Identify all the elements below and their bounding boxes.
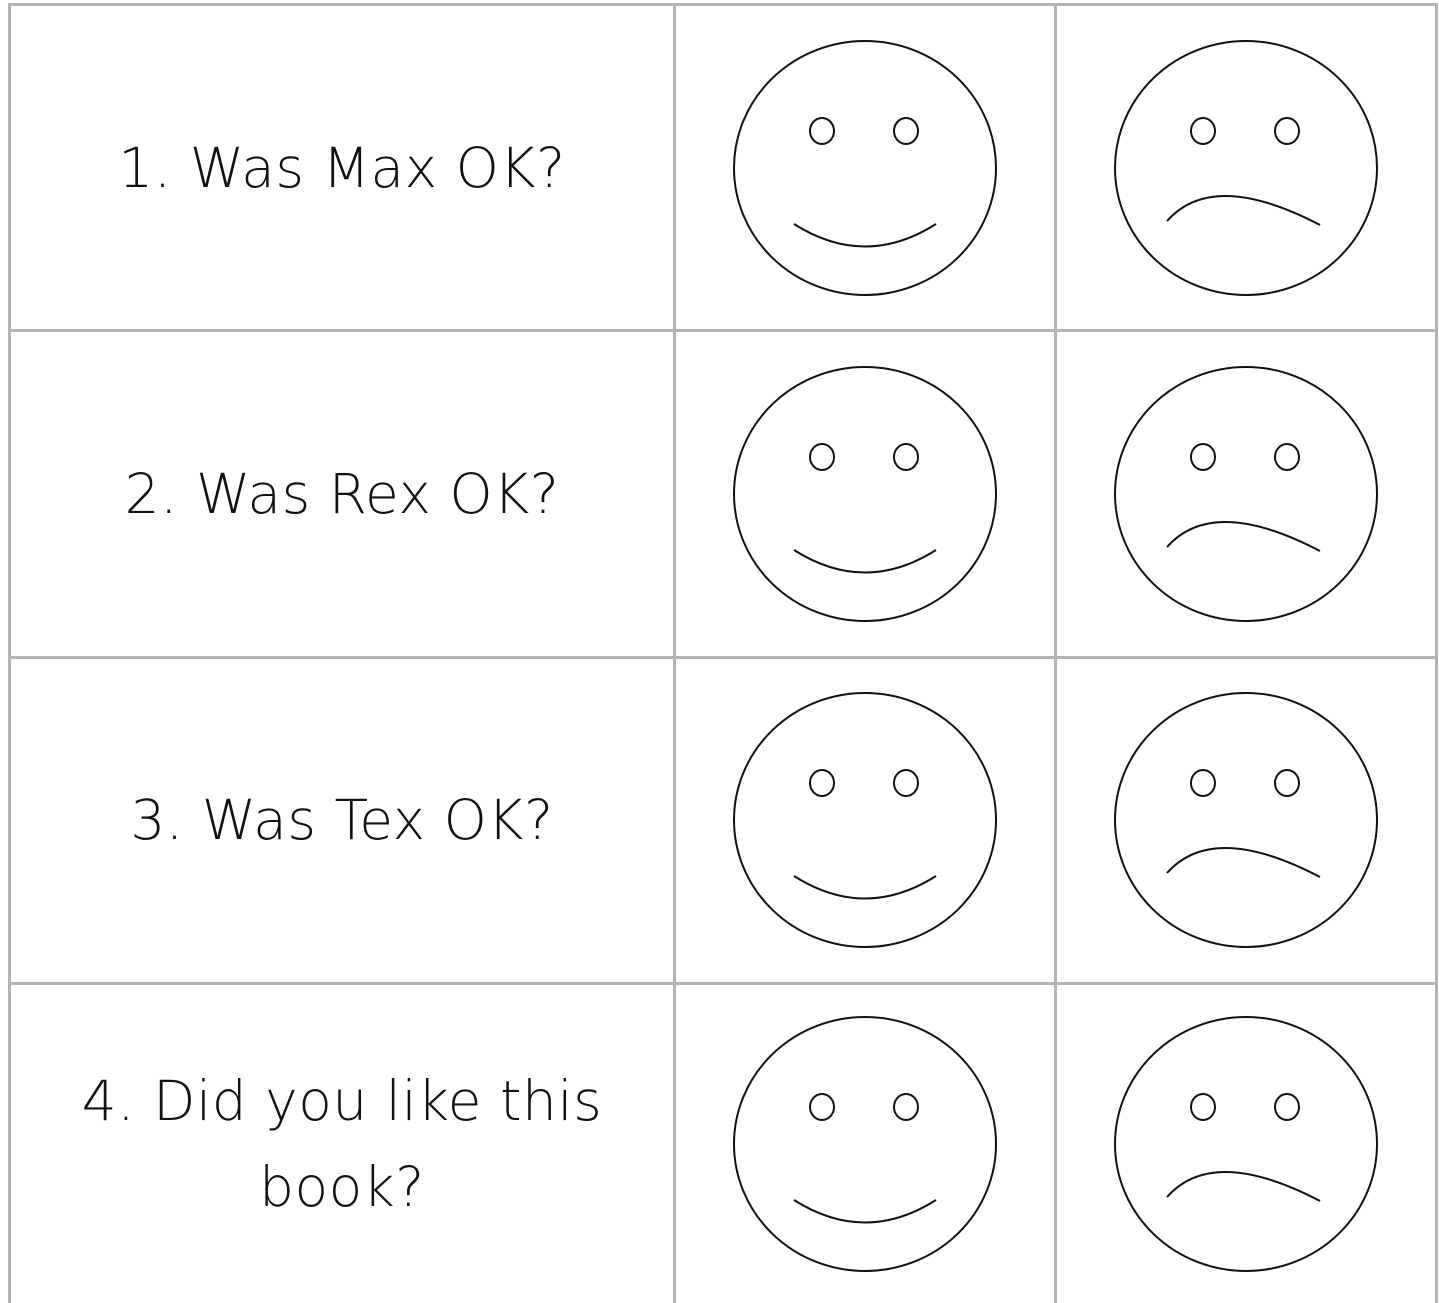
question-cell	[10, 5, 675, 331]
smiley-face-icon[interactable]	[732, 365, 998, 623]
question-row-2	[10, 331, 1437, 657]
smiley-face-icon[interactable]	[732, 691, 998, 949]
sad-face-icon[interactable]	[1113, 365, 1379, 623]
question-text: 3. Was Tex OK?	[130, 788, 554, 853]
sad-face-cell[interactable]	[1056, 983, 1437, 1303]
happy-face-cell[interactable]	[675, 657, 1056, 983]
question-text: 2. Was Rex OK?	[124, 461, 560, 526]
question-text: 4. Did you like this book?	[81, 1068, 603, 1219]
sad-face-icon[interactable]	[1113, 1015, 1379, 1273]
question-cell	[10, 657, 675, 983]
question-row-3	[10, 657, 1437, 983]
sad-face-icon[interactable]	[1113, 691, 1379, 949]
smiley-face-icon[interactable]	[732, 39, 998, 297]
question-grid	[8, 3, 1438, 1303]
question-row-1	[10, 5, 1437, 331]
sad-face-icon[interactable]	[1113, 39, 1379, 297]
sad-face-cell[interactable]	[1056, 331, 1437, 657]
happy-face-cell[interactable]	[675, 983, 1056, 1303]
happy-face-cell[interactable]	[675, 331, 1056, 657]
sad-face-cell[interactable]	[1056, 657, 1437, 983]
sad-face-cell[interactable]	[1056, 5, 1437, 331]
question-cell	[10, 983, 675, 1303]
smiley-face-icon[interactable]	[732, 1015, 998, 1273]
happy-face-cell[interactable]	[675, 5, 1056, 331]
question-cell	[10, 331, 675, 657]
question-row-4	[10, 983, 1437, 1303]
question-text: 1. Was Max OK?	[118, 135, 566, 200]
